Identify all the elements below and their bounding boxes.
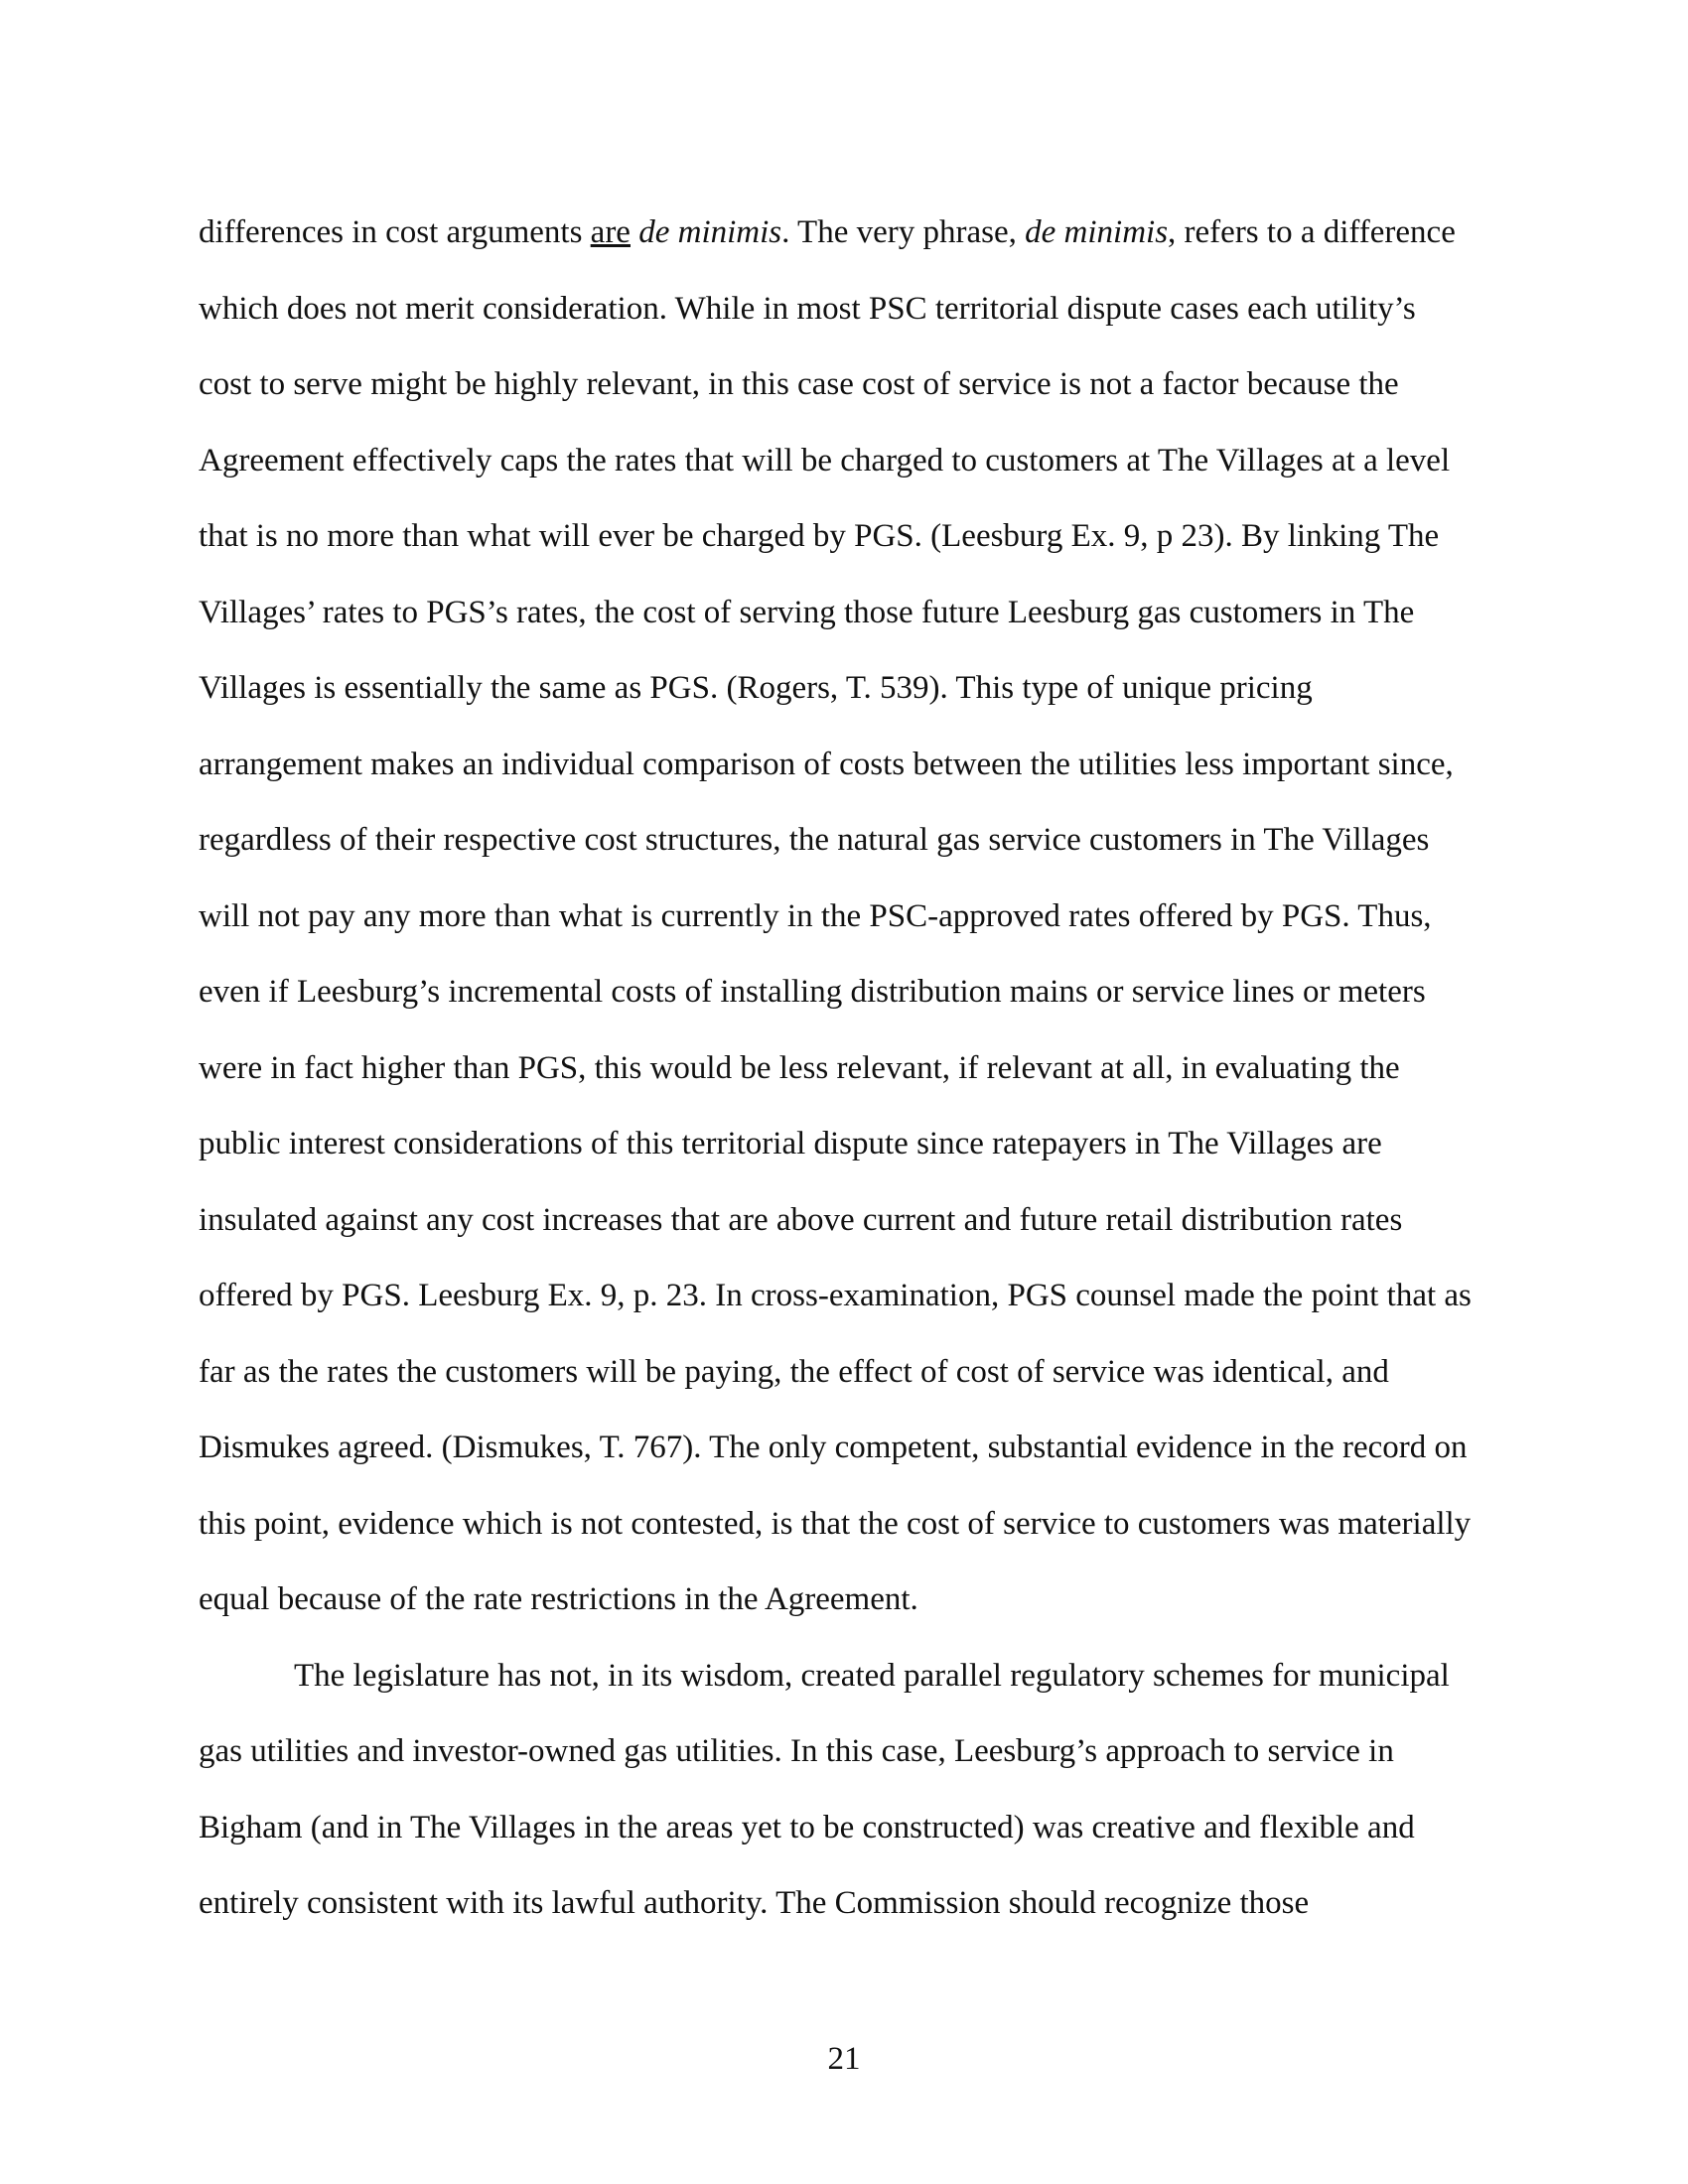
- paragraph-1-line: public interest considerations of this territorial dispute since ratepayers in The Villages are: [199, 1126, 1382, 1161]
- paragraph-1-line: Dismukes agreed. (Dismukes, T. 767). The only competent, substantial evidence in the record on: [199, 1430, 1468, 1465]
- body-text: [199, 195, 1489, 1942]
- paragraph-1-line: will not pay any more than what is currently in the PSC-approved rates offered by PGS. Thus,: [199, 897, 1432, 934]
- text-run: differences in cost arguments: [199, 214, 591, 250]
- paragraph-1-line: arrangement makes an individual comparison of costs between the utilities less important since,: [199, 746, 1454, 782]
- paragraph-1-line: that is no more than what will ever be charged by PGS. (Leesburg Ex. 9, p 23). By linking The: [199, 518, 1440, 554]
- paragraph-1-line: Villages is essentially the same as PGS. (Rogers, T. 539). This type of unique pricing: [199, 670, 1313, 706]
- text-run: [631, 214, 638, 250]
- paragraph-1-line: this point, evidence which is not contested, is that the cost of service to customers was materially: [199, 1505, 1472, 1542]
- underlined-word: are: [590, 214, 631, 250]
- paragraph-1-line: even if Leesburg’s incremental costs of installing distribution mains or service lines or meters: [199, 974, 1426, 1010]
- page-number: 21: [827, 2041, 861, 2077]
- paragraph-1-line: far as the rates the customers will be paying, the effect of cost of service was identical, and: [199, 1353, 1389, 1390]
- paragraph-1-line: cost to serve might be highly relevant, in this case cost of service is not a factor because the: [199, 366, 1399, 402]
- paragraph-1-line: insulated against any cost increases that are above current and future retail distribution rates: [199, 1201, 1403, 1238]
- italic-phrase: de minimis: [1025, 214, 1169, 250]
- paragraph-2-line: gas utilities and investor-owned gas utilities. In this case, Leesburg’s approach to service in: [199, 1733, 1394, 1769]
- paragraph-1-line: were in fact higher than PGS, this would be less relevant, if relevant at all, in evaluating the: [199, 1049, 1400, 1086]
- paragraph-1-line-1: [199, 195, 1489, 271]
- paragraph-1-line: Agreement effectively caps the rates that will be charged to customers at The Villages at a level: [199, 442, 1451, 478]
- paragraph-2-line: Bigham (and in The Villages in the areas yet to be constructed) was creative and flexible and: [199, 1809, 1415, 1845]
- paragraph-1-line: regardless of their respective cost structures, the natural gas service customers in The Villages: [199, 822, 1430, 858]
- paragraph-1-line: Villages’ rates to PGS’s rates, the cost of serving those future Leesburg gas customers in The: [199, 594, 1415, 630]
- paragraph-1-line: equal because of the rate restrictions in the Agreement.: [199, 1581, 918, 1617]
- paragraph-1-line: which does not merit consideration. While in most PSC territorial dispute cases each utility’s: [199, 290, 1416, 327]
- paragraph-2-line: entirely consistent with its lawful authority. The Commission should recognize those: [199, 1885, 1310, 1921]
- italic-phrase: de minimis: [638, 214, 782, 250]
- text-run: , refers to a difference: [1168, 214, 1456, 250]
- paragraph-2-first-line: The legislature has not, in its wisdom, created parallel regulatory schemes for municipal: [294, 1657, 1450, 1694]
- text-run: . The very phrase,: [781, 214, 1026, 250]
- paragraph-1-line: offered by PGS. Leesburg Ex. 9, p. 23. In cross-examination, PGS counsel made the point that as: [199, 1278, 1472, 1313]
